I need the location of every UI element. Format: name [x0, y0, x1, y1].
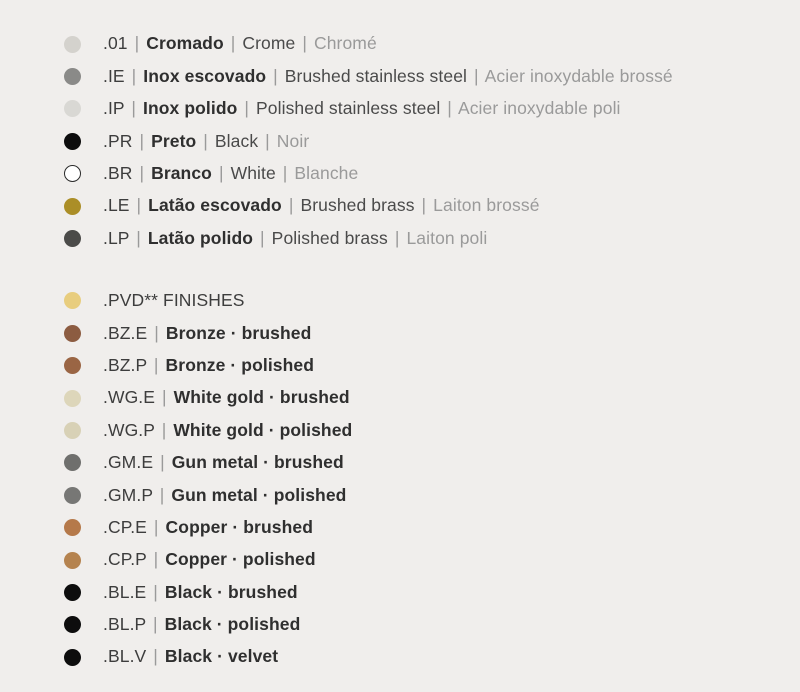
finish-separator: | [265, 130, 270, 151]
finish-name-pt: Inox escovado [143, 65, 267, 86]
finish-name-pt: Gun metal · brushed [171, 452, 344, 473]
finish-name-en: Black [214, 130, 259, 151]
finish-name-fr: Acier inoxydable poli [457, 98, 621, 119]
finish-row [0, 28, 800, 60]
finish-separator: | [139, 130, 145, 151]
finish-row [0, 125, 800, 157]
finish-separator: | [260, 227, 265, 248]
finish-label [103, 35, 377, 53]
finish-label [103, 581, 298, 602]
finish-name-pt: Gun metal · polished [171, 484, 347, 505]
finish-code: .01 [103, 33, 128, 54]
finish-separator: | [421, 195, 427, 216]
finish-separator: | [160, 452, 165, 473]
finish-name-fr: Acier inoxydable brossé [484, 65, 673, 86]
finish-separator: | [136, 195, 142, 216]
finish-label [103, 484, 347, 505]
finish-name-pt: Branco [151, 163, 212, 183]
finish-separator: | [159, 484, 165, 505]
color-swatch-icon [64, 357, 81, 374]
finish-separator: | [134, 33, 140, 54]
finish-code: .WG.P [103, 419, 155, 440]
finish-row [0, 158, 800, 190]
finish-separator: | [288, 195, 294, 216]
color-swatch-icon [64, 325, 81, 342]
finish-separator: | [273, 65, 278, 86]
finish-label [103, 389, 350, 407]
finish-row [0, 511, 800, 543]
finish-name-en: Polished brass [271, 227, 388, 248]
finish-name-fr: Laiton brossé [433, 195, 540, 216]
finish-separator: | [282, 163, 288, 183]
finish-name-en: Polished stainless steel [256, 98, 441, 119]
finish-row [0, 576, 800, 608]
color-swatch-icon [64, 454, 81, 471]
finish-separator: | [302, 33, 307, 54]
finish-name-pt: Inox polido [142, 98, 238, 119]
finish-name-en: Brushed brass [300, 195, 415, 216]
finish-label [103, 227, 488, 248]
finish-label [103, 322, 312, 343]
color-swatch-icon [64, 649, 81, 666]
finish-row [0, 350, 800, 382]
color-swatch-icon [64, 616, 81, 633]
finish-label [103, 419, 353, 440]
finish-label [103, 197, 540, 215]
finish-name-en: White [230, 163, 276, 183]
finish-name-pt: Cromado [146, 33, 224, 54]
finish-row [0, 414, 800, 446]
color-swatch-icon [64, 422, 81, 439]
finish-name-pt: Black · polished [164, 614, 301, 635]
finish-label [103, 292, 245, 310]
color-swatch-icon [64, 519, 81, 536]
finish-code: .CP.E [103, 516, 147, 537]
finish-name-fr: Noir [276, 130, 310, 151]
finish-code: .GM.E [103, 452, 154, 473]
finish-group-standard [0, 28, 800, 255]
color-swatch-icon [64, 230, 81, 247]
color-swatch-icon [64, 100, 81, 117]
finish-code: .BL.V [103, 646, 147, 667]
finish-row [0, 641, 800, 673]
color-swatch-icon [64, 584, 81, 601]
finish-name-fr: Blanche [294, 163, 359, 183]
finish-separator: | [161, 419, 167, 440]
finish-row [0, 222, 800, 254]
finish-name-pt: White gold · polished [173, 419, 353, 440]
finish-separator: | [153, 549, 159, 570]
finish-separator: | [218, 163, 224, 183]
finish-label [103, 516, 313, 537]
finish-separator: | [394, 227, 400, 248]
finish-separator: | [131, 98, 137, 119]
color-swatch-icon [64, 68, 81, 85]
color-swatch-icon [64, 390, 81, 407]
finish-code: .BZ.P [103, 354, 147, 375]
finish-name-pt: White gold · brushed [173, 387, 350, 408]
color-swatch-icon [64, 198, 81, 215]
color-swatch-icon [64, 552, 81, 569]
finish-code: .IE [103, 65, 125, 86]
finish-separator: | [153, 646, 158, 667]
finish-label [103, 616, 300, 634]
finish-name-pt: Bronze · polished [165, 354, 315, 375]
finish-code: .IP [103, 98, 125, 119]
finish-row [0, 447, 800, 479]
finish-separator: | [244, 98, 250, 119]
finish-row [0, 544, 800, 576]
finish-label [103, 130, 310, 151]
finish-code: .BL.P [103, 614, 146, 635]
finish-label [103, 551, 316, 569]
finish-code: .BZ.E [103, 322, 148, 343]
finish-row [0, 190, 800, 222]
finish-code: .LE [103, 195, 130, 216]
finish-name-pt: Black · velvet [164, 646, 279, 667]
finish-code: .WG.E [103, 387, 156, 408]
finish-label [103, 165, 358, 183]
finish-name-pt: Preto [151, 130, 197, 151]
finish-separator: | [203, 130, 208, 151]
finish-label [103, 648, 278, 666]
finish-section-heading: .PVD** FINISHES [103, 290, 245, 311]
finish-code: .GM.P [103, 484, 153, 505]
finish-separator: | [447, 98, 452, 119]
finish-label [103, 354, 315, 375]
finish-separator: | [162, 387, 167, 408]
finish-separator: | [153, 516, 159, 537]
finish-separator: | [153, 354, 159, 375]
finish-row [0, 317, 800, 349]
finish-row [0, 93, 800, 125]
finish-code: .BL.E [103, 581, 147, 602]
finish-group-pvd [0, 285, 800, 674]
finish-separator: | [154, 322, 159, 343]
finish-row [0, 382, 800, 414]
finish-row [0, 479, 800, 511]
finish-code: .PR [103, 130, 133, 151]
finish-code: .LP [103, 227, 130, 248]
color-swatch-icon [64, 165, 81, 182]
finish-separator: | [152, 614, 158, 635]
finish-name-pt: Latão escovado [148, 195, 282, 216]
finish-separator: | [153, 581, 158, 602]
finish-name-en: Brushed stainless steel [284, 65, 468, 86]
finish-separator: | [136, 227, 141, 248]
finish-row [0, 285, 800, 317]
finish-separator: | [474, 65, 479, 86]
finish-name-pt: Black · brushed [164, 581, 298, 602]
finish-row [0, 60, 800, 92]
finish-name-fr: Chromé [313, 33, 377, 54]
finish-name-fr: Laiton poli [406, 227, 488, 248]
finish-name-en: Crome [242, 33, 296, 54]
color-swatch-icon [64, 487, 81, 504]
finish-name-pt: Copper · brushed [165, 516, 313, 537]
color-swatch-icon [64, 133, 81, 150]
finish-code: .BR [103, 163, 133, 183]
finish-name-pt: Copper · polished [165, 549, 316, 570]
color-swatch-icon [64, 292, 81, 309]
finish-separator: | [131, 65, 137, 86]
finish-row [0, 609, 800, 641]
finish-name-pt: Bronze · brushed [165, 322, 312, 343]
finish-label [103, 454, 344, 472]
finish-separator: | [230, 33, 236, 54]
finish-label [103, 100, 621, 118]
finish-label [103, 65, 673, 86]
finish-separator: | [139, 163, 145, 183]
finish-name-pt: Latão polido [147, 227, 254, 248]
color-swatch-icon [64, 36, 81, 53]
finish-code: .CP.P [103, 549, 147, 570]
